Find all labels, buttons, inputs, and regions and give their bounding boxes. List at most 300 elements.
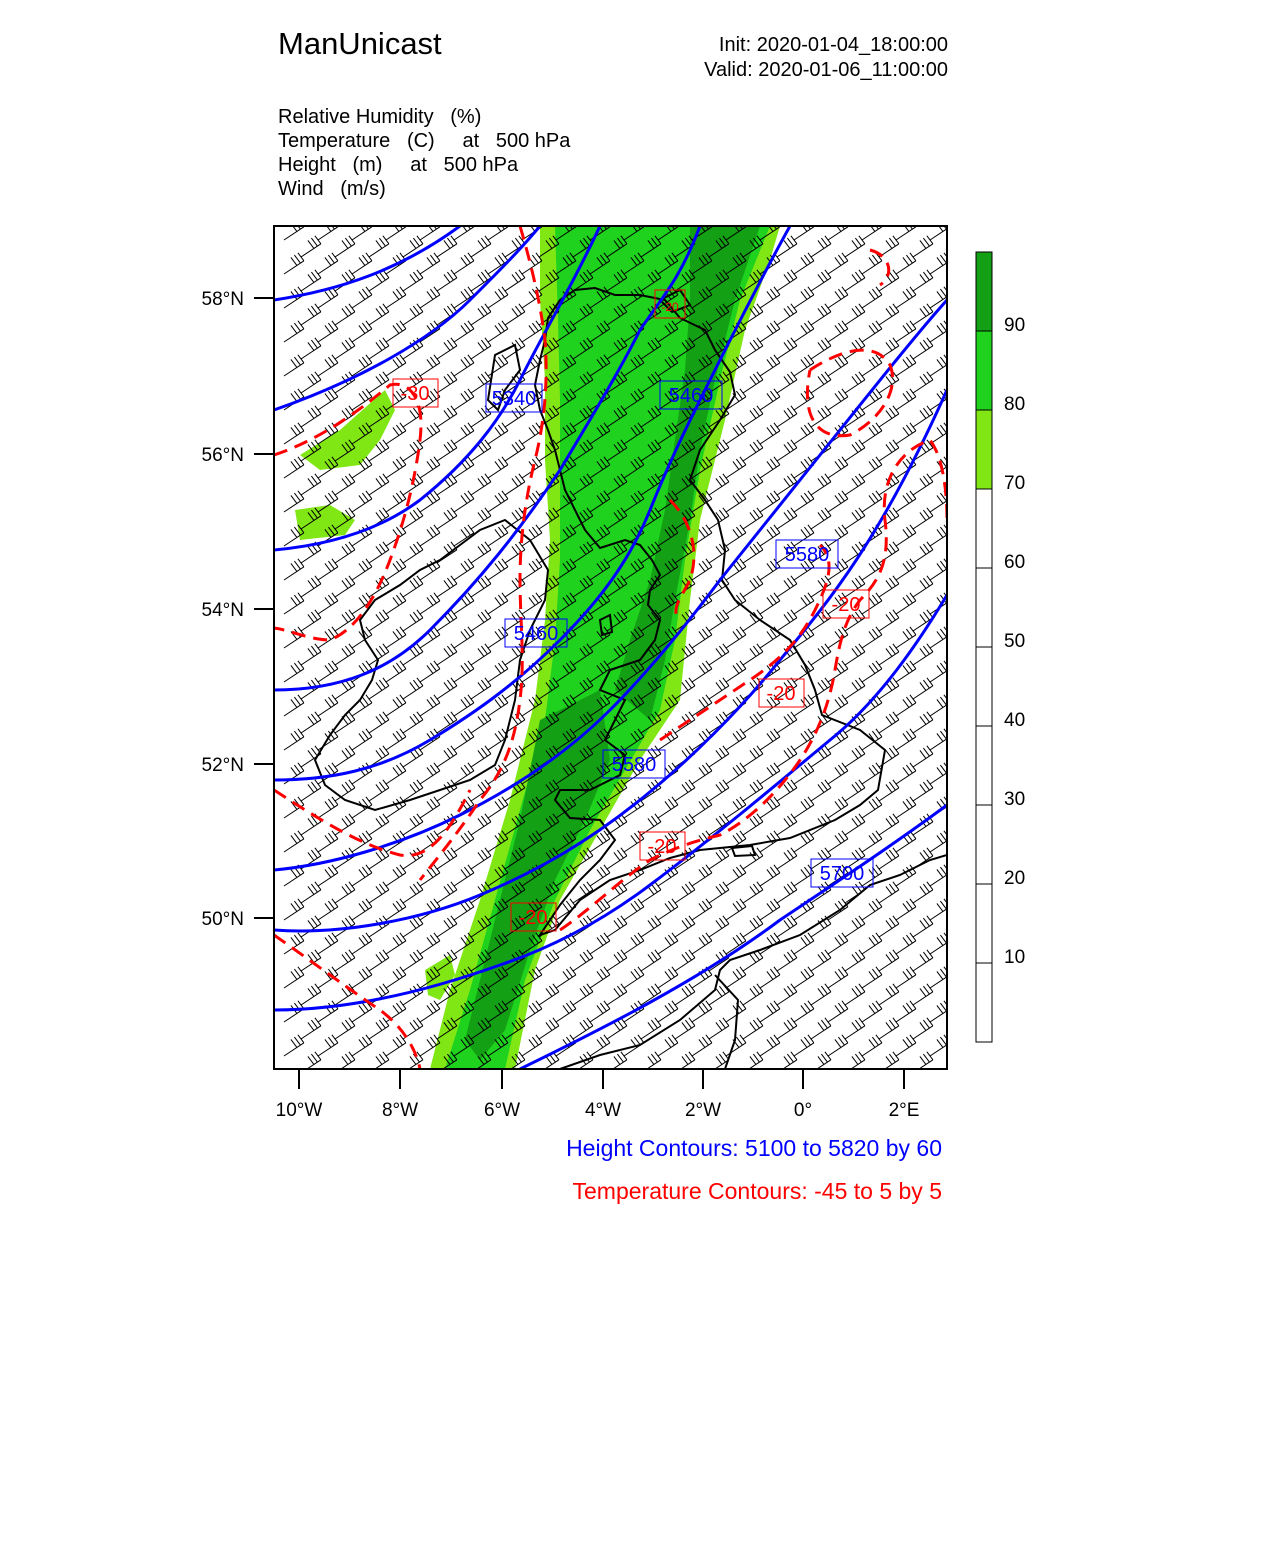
wind-barb: [896, 899, 916, 920]
wind-barb: [913, 576, 933, 597]
wind-barb: [352, 933, 372, 954]
wind-barb: [386, 763, 406, 784]
wind-barb: [284, 321, 304, 342]
wind-barb: [947, 780, 967, 801]
wind-barb: [947, 610, 967, 631]
lon-label: 4°W: [584, 1100, 622, 1121]
wind-barb: [318, 1001, 338, 1022]
wind-barb: [947, 1052, 967, 1073]
wind-barb: [913, 338, 933, 359]
wind-barb: [777, 338, 797, 359]
wind-barb: [301, 984, 321, 1005]
lat-label: 50°N: [201, 909, 244, 930]
wind-barb: [369, 814, 389, 835]
wind-barb: [386, 933, 406, 954]
wind-barb: [607, 984, 627, 1005]
wind-barb: [811, 814, 831, 835]
rh-band-90b: [465, 690, 610, 1060]
wind-barb: [352, 899, 372, 920]
wind-barb: [675, 916, 695, 937]
wind-barb: [471, 848, 491, 869]
wind-barb: [947, 984, 967, 1005]
wind-barb: [760, 559, 780, 580]
wind-barb: [845, 916, 865, 937]
wind-barb: [947, 814, 967, 835]
wind-barb: [879, 304, 899, 325]
wind-barb: [947, 576, 967, 597]
wind-barb: [862, 1035, 882, 1056]
wind-barb: [335, 576, 355, 597]
wind-barb: [471, 814, 491, 835]
wind-barb: [777, 440, 797, 461]
wind-barb: [471, 338, 491, 359]
wind-barb: [352, 967, 372, 988]
wind-barb: [437, 372, 457, 393]
variable-line-rh: Relative Humidity (%): [278, 106, 482, 128]
wind-barb: [488, 491, 508, 512]
wind-barb: [335, 780, 355, 801]
wind-barb: [471, 610, 491, 631]
wind-barb: [760, 899, 780, 920]
temperature-label: -20: [647, 836, 677, 858]
wind-barb: [590, 899, 610, 920]
wind-barb: [743, 508, 763, 529]
wind-barb: [879, 644, 899, 665]
wind-barb: [777, 372, 797, 393]
wind-barb: [777, 474, 797, 495]
wind-barb: [420, 661, 440, 682]
wind-barb: [437, 270, 457, 291]
wind-barb: [658, 899, 678, 920]
wind-barb: [760, 457, 780, 478]
wind-barb: [471, 644, 491, 665]
wind-barb: [301, 372, 321, 393]
wind-barb: [607, 950, 627, 971]
wind-barb: [845, 984, 865, 1005]
wind-barb: [675, 882, 695, 903]
wind-barb: [811, 304, 831, 325]
wind-barb: [335, 644, 355, 665]
wind-barb: [369, 610, 389, 631]
wind-barb: [658, 1035, 678, 1056]
wind-barb: [692, 763, 712, 784]
wind-barb: [301, 338, 321, 359]
wind-barb: [369, 338, 389, 359]
wind-barb: [828, 287, 848, 308]
wind-barb: [777, 950, 797, 971]
wind-barb: [828, 695, 848, 716]
wind-barb: [913, 270, 933, 291]
wind-barb: [828, 321, 848, 342]
wind-barb: [386, 491, 406, 512]
wind-barb: [777, 1018, 797, 1039]
wind-barb: [862, 287, 882, 308]
wind-barb: [896, 627, 916, 648]
wind-barb: [743, 746, 763, 767]
wind-barb: [947, 406, 967, 427]
wind-barb: [301, 236, 321, 257]
wind-barb: [420, 457, 440, 478]
wind-barb: [777, 610, 797, 631]
wind-barb: [386, 899, 406, 920]
wind-barb: [794, 321, 814, 342]
temperature-contour: [274, 935, 420, 1069]
wind-barb: [437, 746, 457, 767]
wind-barb: [777, 848, 797, 869]
wind-barb: [335, 814, 355, 835]
wind-barb: [284, 729, 304, 750]
wind-barb: [318, 695, 338, 716]
wind-barb: [386, 729, 406, 750]
wind-barb: [777, 984, 797, 1005]
wind-barb: [369, 542, 389, 563]
wind-barb: [352, 1035, 372, 1056]
colorbar-label: 90: [1004, 315, 1026, 336]
temperature-label: -20: [518, 907, 548, 929]
wind-barb: [760, 593, 780, 614]
wind-barb: [794, 1001, 814, 1022]
wind-barb: [811, 338, 831, 359]
wind-barb: [607, 848, 627, 869]
wind-barb: [777, 882, 797, 903]
wind-barb: [675, 780, 695, 801]
wind-barb: [760, 389, 780, 410]
wind-barb: [386, 287, 406, 308]
wind-barb: [845, 474, 865, 495]
wind-barb: [862, 967, 882, 988]
wind-barb: [335, 236, 355, 257]
wind-barb: [794, 287, 814, 308]
wind-barb: [301, 644, 321, 665]
wind-barb: [896, 729, 916, 750]
wind-barb: [811, 1018, 831, 1039]
wind-barb: [624, 831, 644, 852]
wind-barb: [403, 882, 423, 903]
wind-barb: [284, 899, 304, 920]
wind-barb: [794, 1035, 814, 1056]
wind-barb: [386, 423, 406, 444]
wind-barb: [743, 440, 763, 461]
wind-barb: [437, 644, 457, 665]
wind-barb: [675, 950, 695, 971]
wind-barb: [318, 1035, 338, 1056]
wind-barb: [726, 831, 746, 852]
wind-barb: [896, 389, 916, 410]
lon-label: 0°: [793, 1100, 813, 1121]
wind-barb: [403, 270, 423, 291]
colorbar-label: 20: [1004, 868, 1026, 889]
wind-barb: [777, 508, 797, 529]
wind-barb: [760, 627, 780, 648]
wind-barb: [420, 695, 440, 716]
wind-barb: [505, 440, 525, 461]
wind-barb: [726, 627, 746, 648]
wind-barb: [420, 763, 440, 784]
wind-barb: [913, 950, 933, 971]
wind-barb: [862, 627, 882, 648]
wind-barb: [845, 270, 865, 291]
wind-barb: [454, 423, 474, 444]
wind-barb: [386, 1035, 406, 1056]
wind-barb: [556, 967, 576, 988]
wind-barb: [760, 967, 780, 988]
wind-barb: [420, 219, 440, 240]
wind-barb: [692, 661, 712, 682]
wind-barb: [862, 457, 882, 478]
wind-barb: [709, 746, 729, 767]
wind-barb: [369, 372, 389, 393]
wind-barb: [522, 1035, 542, 1056]
wind-barb: [488, 661, 508, 682]
wind-barb: [420, 797, 440, 818]
wind-barb: [471, 372, 491, 393]
wind-barb: [301, 1018, 321, 1039]
wind-barb: [913, 848, 933, 869]
wind-barb: [845, 814, 865, 835]
wind-barb: [794, 491, 814, 512]
wind-barb: [709, 610, 729, 631]
wind-barb: [913, 746, 933, 767]
wind-barb: [488, 355, 508, 376]
wind-barb: [828, 253, 848, 274]
wind-barb: [590, 967, 610, 988]
wind-barb: [743, 1018, 763, 1039]
wind-barb: [301, 270, 321, 291]
temperature-label: -20: [831, 594, 861, 616]
wind-barb: [845, 950, 865, 971]
wind-barb: [726, 797, 746, 818]
wind-barb: [573, 984, 593, 1005]
wind-barb: [896, 491, 916, 512]
wind-barb: [862, 321, 882, 342]
height-label: 5460: [513, 623, 559, 645]
wind-barb: [284, 831, 304, 852]
wind-barb: [454, 729, 474, 750]
wind-barb: [522, 423, 542, 444]
wind-barb: [845, 508, 865, 529]
lon-label: 6°W: [483, 1100, 521, 1121]
wind-barb: [726, 423, 746, 444]
wind-barb: [879, 916, 899, 937]
wind-barb: [301, 304, 321, 325]
wind-barb: [743, 542, 763, 563]
wind-barb: [352, 559, 372, 580]
wind-barb: [420, 423, 440, 444]
wind-barb: [726, 457, 746, 478]
temperature-contour-note: Temperature Contours: -45 to 5 by 5: [572, 1178, 942, 1204]
wind-barb: [709, 474, 729, 495]
wind-barb: [590, 933, 610, 954]
wind-barb: [947, 848, 967, 869]
wind-barb: [556, 1001, 576, 1022]
wind-barb: [454, 321, 474, 342]
wind-barb: [420, 593, 440, 614]
wind-barb: [403, 712, 423, 733]
wind-barb: [607, 916, 627, 937]
wind-barb: [318, 899, 338, 920]
wind-barb: [794, 729, 814, 750]
wind-barb: [726, 525, 746, 546]
wind-barb: [743, 882, 763, 903]
wind-barb: [488, 525, 508, 546]
wind-barb: [318, 831, 338, 852]
wind-barb: [318, 593, 338, 614]
wind-barb: [896, 1001, 916, 1022]
wind-barb: [335, 542, 355, 563]
wind-barb: [777, 270, 797, 291]
wind-barb: [658, 933, 678, 954]
wind-barb: [896, 1035, 916, 1056]
wind-barb: [352, 729, 372, 750]
lat-label: 54°N: [201, 600, 244, 621]
wind-barb: [403, 678, 423, 699]
wind-barb: [947, 508, 967, 529]
wind-barb: [505, 304, 525, 325]
wind-barb: [369, 950, 389, 971]
wind-barb: [828, 219, 848, 240]
wind-barb: [777, 814, 797, 835]
wind-barb: [471, 746, 491, 767]
wind-barb: [913, 236, 933, 257]
wind-barb: [369, 1018, 389, 1039]
wind-barb: [828, 763, 848, 784]
wind-barb: [658, 1001, 678, 1022]
wind-barb: [811, 270, 831, 291]
wind-barb: [709, 882, 729, 903]
wind-barb: [352, 865, 372, 886]
wind-barb: [386, 219, 406, 240]
wind-barb: [896, 423, 916, 444]
wind-barb: [335, 746, 355, 767]
wind-barb: [879, 712, 899, 733]
wind-barb: [743, 576, 763, 597]
wind-barb: [726, 593, 746, 614]
wind-barb: [828, 831, 848, 852]
wind-barb: [301, 712, 321, 733]
wind-barb: [913, 916, 933, 937]
wind-barb: [437, 406, 457, 427]
wind-barb: [726, 729, 746, 750]
wind-barb: [896, 695, 916, 716]
wind-barb: [913, 474, 933, 495]
colorbar-label: 40: [1004, 710, 1026, 731]
wind-barb: [896, 593, 916, 614]
coast-wight: [732, 846, 755, 856]
wind-barb: [437, 678, 457, 699]
wind-barb: [318, 797, 338, 818]
wind-barb: [845, 644, 865, 665]
wind-barb: [539, 1018, 559, 1039]
temperature-label: -20: [661, 300, 679, 314]
colorbar-segment-90: [976, 252, 992, 331]
wind-barb: [811, 780, 831, 801]
wind-barb: [573, 950, 593, 971]
wind-barb: [828, 899, 848, 920]
wind-barb: [726, 661, 746, 682]
wind-barb: [301, 780, 321, 801]
wind-barb: [794, 525, 814, 546]
wind-barb: [471, 576, 491, 597]
wind-barb: [692, 1001, 712, 1022]
wind-barb: [794, 831, 814, 852]
wind-barb: [437, 508, 457, 529]
wind-barb: [811, 474, 831, 495]
wind-barb: [386, 967, 406, 988]
wind-barb: [403, 848, 423, 869]
wind-barb: [301, 406, 321, 427]
wind-barb: [760, 1001, 780, 1022]
wind-barb: [879, 780, 899, 801]
wind-barb: [862, 661, 882, 682]
wind-barb: [845, 678, 865, 699]
wind-barb: [624, 933, 644, 954]
wind-barb: [284, 1001, 304, 1022]
wind-barb: [896, 219, 916, 240]
wind-barb: [590, 1001, 610, 1022]
wind-barb: [318, 559, 338, 580]
wind-barb: [913, 1018, 933, 1039]
wind-barb: [386, 321, 406, 342]
wind-barb: [420, 525, 440, 546]
wind-barb: [318, 933, 338, 954]
wind-barb: [862, 219, 882, 240]
wind-barb: [437, 440, 457, 461]
wind-barb: [879, 984, 899, 1005]
wind-barb: [760, 321, 780, 342]
wind-barb: [352, 321, 372, 342]
wind-barb: [743, 678, 763, 699]
variable-line-wind: Wind (m/s): [278, 178, 386, 200]
wind-barb: [879, 950, 899, 971]
wind-barb: [454, 355, 474, 376]
wind-barb: [522, 321, 542, 342]
wind-barb: [811, 236, 831, 257]
wind-barb: [896, 661, 916, 682]
rh-blob-west: [300, 390, 395, 470]
wind-barb: [301, 576, 321, 597]
wind-barb: [641, 916, 661, 937]
rh-colorbar: [976, 252, 1025, 1042]
wind-barb: [743, 984, 763, 1005]
wind-barb: [777, 406, 797, 427]
wind-barb: [471, 304, 491, 325]
colorbar-label: 30: [1004, 789, 1026, 810]
wind-barb: [709, 780, 729, 801]
wind-barb: [947, 440, 967, 461]
height-label: 5580: [784, 544, 830, 566]
wind-barb: [369, 644, 389, 665]
wind-barb: [879, 372, 899, 393]
lon-label: 2°E: [888, 1100, 920, 1121]
wind-barb: [879, 814, 899, 835]
wind-barb: [947, 746, 967, 767]
wind-barb: [488, 219, 508, 240]
wind-barb: [454, 865, 474, 886]
height-label: 5460: [668, 385, 714, 407]
wind-barb: [318, 219, 338, 240]
wind-barb: [335, 304, 355, 325]
wind-barb: [794, 253, 814, 274]
wind-barb: [760, 287, 780, 308]
wind-barb: [284, 559, 304, 580]
wind-barb: [284, 967, 304, 988]
wind-barb: [641, 1018, 661, 1039]
wind-barb: [709, 644, 729, 665]
wind-barb: [658, 797, 678, 818]
wind-barb: [896, 797, 916, 818]
wind-barb: [386, 457, 406, 478]
wind-barb: [318, 661, 338, 682]
